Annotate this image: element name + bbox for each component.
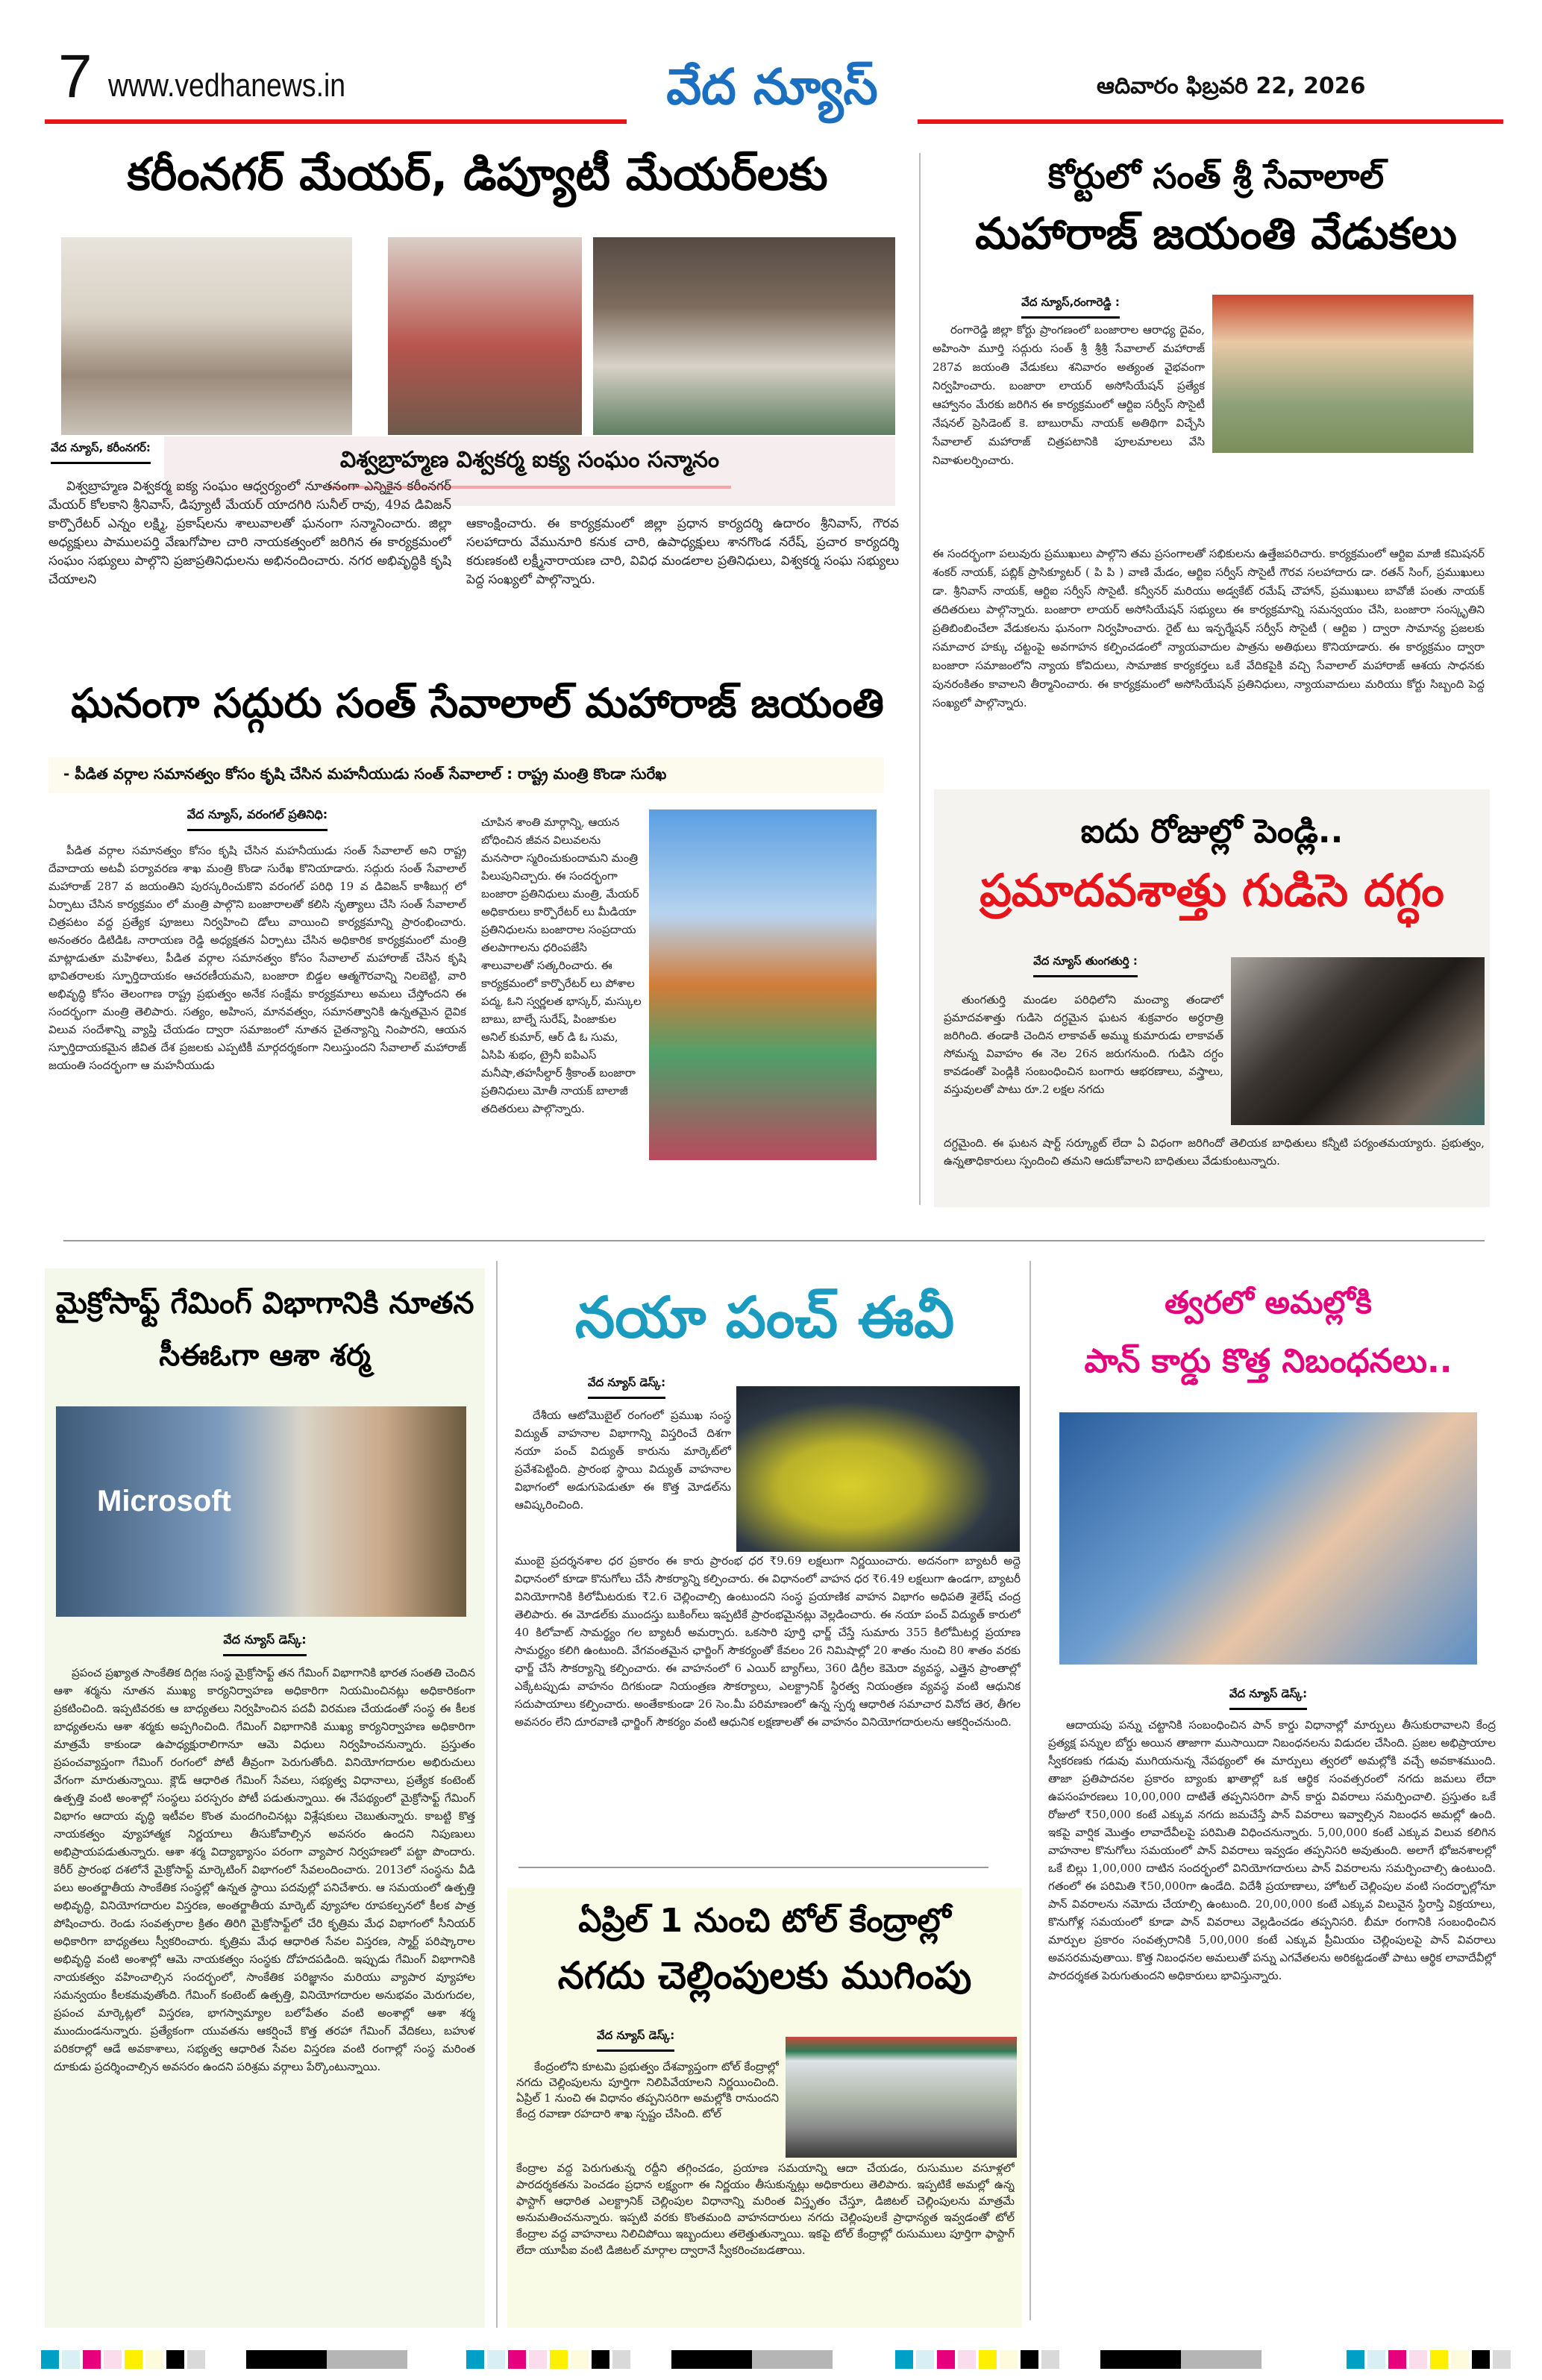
ev-dateline-wrap xyxy=(515,1375,739,1399)
registration-swatch xyxy=(1430,2350,1448,2369)
registration-swatch xyxy=(958,2350,976,2369)
registration-swatch xyxy=(1451,2350,1469,2369)
registration-swatch xyxy=(1367,2350,1385,2369)
court-body-top: రంగారెడ్డి జిల్లా కోర్టు ప్రాంగణంలో బంజారాల ఆరాధ్య దైవం, అహింసా మూర్తి సద్గురు సంత్ శ్రీ శ్రీశ్రీ సేవాలాల్ మహారాజ్ 287వ జయంతి వేడుకలు శనివారం అత్యంత వైభవంగా నిర్వహించారు. బంజారా లాయర్ అసోసియేషన్ ప్రత్యేక ఆహ్వానం మేరకు జరిగిన ఈ కార్యక్రమంలో ఆర్టిఐ సర్వీస్ సొసైటీ నేషనల్ ప్రెసిడెంట్ కె. బాబురామ్ నాయక్ అతిథిగా విచ్చేసి సేవాలాల్ మహారాజ్ చిత్రపటానికి పూలమాలలు వేసి నివాళులర్పించారు. xyxy=(933,323,1205,467)
registration-swatch xyxy=(508,2350,526,2369)
registration-swatch xyxy=(916,2350,934,2369)
column-divider xyxy=(919,153,921,1205)
sevalal-photo xyxy=(649,809,877,1160)
sevalal-body-col1: పీడిత వర్గాల సమానత్వం కోసం కృషి చేసిన మహనీయుడు సంత్ సేవాలాల్ అని రాష్ట్ర దేవాదాయ అటవీ పర్యావరణ శాఖ మంత్రి కొండా సురేఖ కొనియాడారు. సద్గురు సంత్ సేవాలాల్ మహారాజ్ 287 వ జయంతిని పురస్కరించుకొని వరంగల్ పరిధి 19 వ డివిజన్ కాశీబుగ్గ లో ఏర్పాటు చేసిన కార్యక్రమం లో మంత్రి పాల్గొని బంజారాలతో కలిసి నృత్యాలు చేసి సంత్ సేవాలాల్ చిత్రపటం వద్ద ప్రత్యేక పూజలు నిర్వహించి డోలు వాయించి కార్యక్రమాన్ని ప్రారంభించారు. అనంతరం డిటిడిఓ నారాయణ రెడ్డి అధ్యక్షతన ఏర్పాటు చేసిన అధికారిక కార్యక్రమంలో మంత్రి మాట్లాడుతూ మహిళలు, పీడిత వర్గాల సమానత్వం కోసం సేవాలాల్ మహారాజ్ చేసిన కృషి భావితరాలకు స్ఫూర్తిదాయకం ఆచరణీయమని, బంజారా బిడ్డల ఆత్మగౌరవాన్ని నిలబెట్టి, వారి అభివృద్ధి కోసం తెలంగాణ రాష్ట్ర ప్రభుత్వం అనేక సంక్షేమ కార్యక్రమాలు అమలు చేస్తోందని ఈ సందర్భంగా మంత్రి తెలిపారు. సత్యం, అహింస, మానవత్వం, సమానత్వానికి ఉన్నతమైన దైవిక విలువ సందేశాన్ని వ్యాప్తి చేయడం ద్వారా సమాజంలో నూతన చైతన్యాన్ని నింపారని, ఆయన స్ఫూర్తిదాయకమైన జీవిత దేశ ప్రజలకు ఎప్పటికీ మార్గదర్శకంగా నిలుస్తుందని సేవాలాల్ మహారాజ్ జయంతి సందర్భంగా ఆ మహనీయుడు xyxy=(48,844,466,1072)
registration-swatch xyxy=(466,2350,484,2369)
fire-headline-line2: ప్రమాదవశాత్తు గుడిసె దగ్ధం xyxy=(980,865,1444,917)
section-divider xyxy=(63,1240,1485,1241)
microsoft-photo xyxy=(56,1406,466,1617)
court-headline-line1: కోర్టులో సంత్ శ్రీ సేవాలాల్ xyxy=(1047,156,1385,196)
column-divider xyxy=(496,1261,498,2328)
issue-date: ఆదివారం ఫిబ్రవరి 22, 2026 xyxy=(1097,73,1366,99)
toll-dateline-wrap xyxy=(597,2028,746,2052)
registration-swatch xyxy=(166,2350,184,2369)
pan-body: ఆదాయపు పన్ను చట్టానికి సంబంధించిన పాన్ కార్డు విధానాల్లో మార్పులు తీసుకురావాలని కేంద్ర ప్రత్యక్ష పన్నుల బోర్డు అయిన తాజాగా ముసాయిదా నిబంధనలను విడుదల చేసింది. ప్రజల అభిప్రాయాల స్వీకరణకు గడువు ముగియనున్న నేపథ్యంలో ఈ మార్పులు త్వరలో అమల్లోకి వచ్చే అవకాశముంది. తాజా ప్రతిపాదనల ప్రకారం బ్యాంకు ఖాతాల్లో ఒక ఆర్థిక సంవత్సరంలో నగదు జమలు లేదా ఉపసంహరణలు 10,00,000 దాటితే తప్పనిసరిగా పాన్ కార్డు వివరాలు సమర్పించాలి. ప్రస్తుతం ఒకే రోజులో ₹50,000 కంటే ఎక్కువ నగదు జమచేస్తే పాన్ వివరాలు ఇవ్వాల్సిన నిబంధన అమల్లో ఉంది. ఇకపై వార్షిక మొత్తం లావాదేవీలపై పరిమితి విధించనున్నారు. 5,00,000 కంటే ఎక్కువ విలువ కలిగిన వాహనాల కొనుగోలు సమయంలో పాన్ వివరాలు ఇవ్వడం తప్పనిసరి అవుతుంది. అలాగే భోజనశాలల్లో ఒకే బిల్లు 1,00,000 దాటిన సందర్భంలో వినియోగదారులు పాన్ వివరాలను సమర్పించాల్సి ఉంటుంది. గతంలో ఈ పరిమితి ₹50,000గా ఉండేది. విదేశీ ప్రయాణాలు, హోటల్ చెల్లింపుల వంటి సందర్భాల్లోనూ పాన్ వివరాలను నమోదు చేయాల్సి ఉంటుంది. 20,00,000 కంటే ఎక్కువ విలువైన స్థిరాస్తి విక్రయాలు, కొనుగోళ్ల సమయంలో కూడా పాన్ వివరాలు వెల్లడించడం తప్పనిసరి. బీమా రంగానికి సంబంధించిన మార్పుల ప్రకారం సంవత్సరానికి 5,00,000 కంటే ఎక్కువ ప్రీమియం చెల్లింపులపై పాన్ వివరాలు అవసరమవుతాయి. కొత్త నిబంధనల అమలుతో పన్ను ఎగవేతలను అరికట్టడంతో పాటు ఆర్థిక లావాదేవీల్లో పారదర్శకత పెరుగుతుందని అధికారులు భావిస్తున్నారు. xyxy=(1048,1718,1496,1982)
karimnagar-headline: కరీంనగర్ మేయర్, డిప్యూటీ మేయర్‌లకు xyxy=(127,148,828,201)
registration-swatch xyxy=(187,2350,205,2369)
ev-car-photo xyxy=(736,1386,1020,1552)
registration-swatch xyxy=(937,2350,955,2369)
registration-block xyxy=(327,2350,407,2369)
registration-swatch xyxy=(83,2350,101,2369)
registration-block xyxy=(752,2350,833,2369)
registration-block xyxy=(1100,2350,1181,2369)
fire-photo xyxy=(1231,957,1485,1125)
microsoft-dateline-wrap xyxy=(45,1632,485,1656)
toll-headline-line2: నగదు చెల్లింపులకు ముగింపు xyxy=(557,1954,972,1997)
karimnagar-subhead: విశ్వబ్రాహ్మణ విశ్వకర్మ ఐక్య సంఘం సన్మానం xyxy=(339,447,720,473)
page-number: 7 xyxy=(58,43,93,110)
karimnagar-photo-2 xyxy=(388,237,582,435)
registration-block xyxy=(1181,2350,1262,2369)
sevalal-headline: ఘనంగా సద్గురు సంత్ సేవాలాల్ మహారాజ్ జయంతి xyxy=(71,680,884,727)
registration-swatch xyxy=(550,2350,568,2369)
karimnagar-dateline: వేద న్యూస్, కరీంనగర్: xyxy=(51,441,151,464)
registration-block xyxy=(671,2350,752,2369)
registration-swatch xyxy=(1472,2350,1490,2369)
registration-swatch xyxy=(1000,2350,1018,2369)
registration-swatch xyxy=(104,2350,122,2369)
karimnagar-body-col1: విశ్వబ్రాహ్మణ విశ్వకర్మ ఐక్య సంఘం ఆధ్వర్యంలో నూతనంగా ఎన్నికైన కరీంనగర్ మేయర్ కోలకాని శ్రీనివాస్, డిప్యూటీ మేయర్ యాదగిరి సునీల్ రావు, 49వ డివిజన్ కార్పొరేటర్ ఎన్నం లక్ష్మి, ప్రకాష్‌లను శాలువాలతో ఘనంగా సన్మానించారు. జిల్లా అధ్యక్షులు పాములపర్తి వేణుగోపాల చారి నాయకత్వంలో జరిగిన ఈ కార్యక్రమంలో సంఘం సభ్యులు పాల్గొని ప్రజాప్రతినిధులను అభినందించారు. నగర అభివృద్ధికి కృషి చేయాలని xyxy=(48,479,451,587)
microsoft-dateline: వేద న్యూస్ డెస్క్: xyxy=(223,1632,306,1656)
fire-body-side: తుంగతుర్తి మండల పరిధిలోని మంచ్యా తండాలో ప్రమాదవశాత్తు గుడిసె దగ్ధమైన ఘటన శుక్రవారం అర్ధరాత్రి జరిగింది. తండాకి చెందిన లాకావత్ అమ్ము కుమారుడు లాకావత్ సోమన్న వివాహం ఈ నెల 26న జరుగనుంది. గుడిసె దగ్ధం కావడంతో పెండ్లికి సంబంధించిన బంగారు ఆభరణాలు, వస్త్రాలు, వస్తువులతో పాటు రూ.2 లక్షల నగదు xyxy=(944,993,1223,1096)
registration-swatch xyxy=(145,2350,163,2369)
karimnagar-photo-1 xyxy=(61,237,352,435)
court-dateline: వేద న్యూస్,రంగారెడ్డి : xyxy=(1021,295,1120,319)
registration-block xyxy=(246,2350,327,2369)
court-body-bottom: ఈ సందర్భంగా పలువురు ప్రముఖులు పాల్గొని తమ ప్రసంగాలతో సభికులను ఉత్తేజపరిచారు. కార్యక్రమంలో ఆర్టిఐ మాజీ కమిషనర్ శంకర్ నాయక్, పబ్లిక్ ప్రాసిక్యూటర్ ( పి పి ) వాణి మేడం, ఆర్టిఐ సర్వీస్ సొసైటీ గౌరవ సలహాదారు డా. రతన్ సింగ్, ప్రముఖులు డా. శ్రీనివాస్ నాయక్, ఆర్టిఐ సర్వీస్ సొసైటీ. కన్వీనర్ మరియు అడ్వకేట్ రమేష్ చౌహాన్, ప్రముఖులు బావోజీ పంతు నాయక్ తదితరులు పాల్గొన్నారు. బంజారా లాయర్ అసోసియేషన్ సభ్యులు ఈ కార్యక్రమాన్ని సమన్వయం చేసి, బంజారా సంస్కృతిని ప్రతిబింబించేలా వేడుకలను ఘనంగా నిర్వహించారు. రైట్ టు ఇన్ఫర్మేషన్ సర్వీస్ సొసైటీ ( ఆర్టిఐ ) ద్వారా సామాన్య ప్రజలకు సమాచార హక్కు చట్టంపై అవగాహన కల్పించడంలో న్యాయవాదుల పాత్రను అతిథులు కొనియాడారు. ఈ కార్యక్రమం ద్వారా బంజారా సమాజంలోని న్యాయ కోవిదులు, సామాజిక కార్యకర్తలు ఒకే వేదికపైకి వచ్చి సేవాలాల్ మహారాజ్ ఆశయ సాధనకు పునరంకితం కావాలని తీర్మానించారు. ఈ కార్యక్రమంలో అసోసియేషన్ ప్రతినిధులు, న్యాయవాదులు మరియు కోర్టు సిబ్బంది పెద్ద సంఖ్యలో పాల్గొన్నారు. xyxy=(933,547,1485,710)
toll-plaza-photo xyxy=(786,2037,1017,2158)
court-dateline-wrap xyxy=(933,295,1209,319)
masthead-logo: వేద న్యూస్ xyxy=(627,58,918,128)
registration-swatch xyxy=(612,2350,630,2369)
karimnagar-photo-3 xyxy=(593,237,895,435)
registration-swatch xyxy=(41,2350,59,2369)
registration-swatch xyxy=(895,2350,913,2369)
karimnagar-body-col2: ఆకాంక్షించారు. ఈ కార్యక్రమంలో జిల్లా ప్రధాన కార్యదర్శి ఉదారం శ్రీనివాస్, గౌరవ సలహాదారు వేమునూరి కనుక చారి, ఉపాధ్యక్షులు శానగొండ నరేష్, ప్రచార కార్యదర్శి కరుణకంటి లక్ష్మీనారాయణ చారి, వివిధ మండలాల ప్రతినిధులు, విశ్వకర్మ సంఘ సభ్యులు పెద్ద సంఖ్యలో పాల్గొన్నారు. xyxy=(466,516,899,587)
microsoft-body: ప్రపంచ ప్రఖ్యాత సాంకేతిక దిగ్గజ సంస్థ మైక్రోసాఫ్ట్ తన గేమింగ్ విభాగానికి భారత సంతతి చెందిన ఆశా శర్మను నూతన ముఖ్య కార్యనిర్వాహణ అధికారిగా నియమించినట్లు అధికారికంగా ప్రకటించింది. ఇప్పటివరకు ఆ బాధ్యతలు నిర్వహించిన పదవీ విరమణ చేయడంతో సంస్థ ఈ కీలక బాధ్యతలను ఆశా శర్మకు అప్పగించింది. గేమింగ్ విభాగానికి ముఖ్య కార్యనిర్వాహణ అధికారిగా మాత్రమే కాకుండా ఉపాధ్యక్షురాలిగానూ ఆమె విధులు నిర్వహించనున్నారు. ప్రస్తుతం ప్రపంచవ్యాప్తంగా గేమింగ్ రంగంలో పోటీ తీవ్రంగా పెరుగుతోంది. వినియోగదారుల అభిరుచులు వేగంగా మారుతున్నాయి. క్లౌడ్ ఆధారిత గేమింగ్ సేవలు, సభ్యత్వ విధానాలు, ప్రత్యేక కంటెంట్ ఉత్పత్తి వంటి అంశాల్లో సంస్థలు పరస్పరం పోటీ పడుతున్నాయి. ఈ నేపథ్యంలో మైక్రోసాఫ్ట్ గేమింగ్ విభాగం ఆదాయ వృద్ధి ఇటీవల కొంత మందగించినట్లు విశ్లేషకులు చెబుతున్నారు. కాబట్టి కొత్త నాయకత్వం వ్యూహాత్మక నిర్ణయాలు తీసుకోవాల్సిన అవసరం ఉందని నిపుణులు అభిప్రాయపడుతున్నారు. ఆశా శర్మ విద్యాభ్యాసం పరంగా వ్యాపార నిర్వహణలో పట్టా పొందారు. కెరీర్ ప్రారంభ దశలోనే మైక్రోసాఫ్ట్ మార్కెటింగ్ విభాగంలో సేవలందించారు. 2013లో సంస్థను వీడి పలు అంతర్జాతీయ సాంకేతిక సంస్థల్లో ఉన్నత స్థాయి పదవుల్లో పనిచేశారు. ఆ సమయంలో ఉత్పత్తి అభివృద్ధి, వినియోగదారుల విస్తరణ, అంతర్జాతీయ మార్కెట్ వ్యూహాల రూపకల్పనలో కీలక పాత్ర పోషించారు. రెండు సంవత్సరాల క్రితం తిరిగి మైక్రోసాఫ్ట్‌లో చేరి కృత్రిమ మేధ విభాగంలో సీనియర్ అధికారిగా బాధ్యతలు స్వీకరించారు. కృత్రిమ మేధ ఆధారిత సేవల విస్తరణ, స్మార్ట్ పరిష్కారాల అభివృద్ధి వంటి అంశాల్లో ఆమె నాయకత్వం సంస్థకు దోహదపడింది. ఇప్పుడు గేమింగ్ విభాగానికి నాయకత్వం వహించాల్సిన సందర్భంలో, సాంకేతిక పరిజ్ఞానం మరియు వ్యాపార వ్యూహాల సమన్వయం కీలకమవుతోంది. గేమింగ్ కంటెంట్ ఉత్పత్తి, వినియోగదారుల అనుభవం మెరుగుదల, ప్రపంచ మార్కెట్లలో విస్తరణ, భాగస్వామ్యాల బలోపేతం వంటి అంశాల్లో ఆశా శర్మ ముందుండనున్నారు. ప్రత్యేకంగా యువతను ఆకర్షించే కొత్త తరహా గేమింగ్ వేదికలు, బహుళ పరికరాల్లో ఆడే అవకాశాలు, సభ్యత్వ ఆధారిత సేవల విస్తరణ వంటి రంగాల్లో సంస్థ మరింత దూకుడు ప్రదర్శించాల్సిన అవసరం ఉందని పరిశ్రమ వర్గాలు పేర్కొంటున్నాయి. xyxy=(54,1666,475,2073)
court-photo xyxy=(1212,295,1473,453)
ev-divider xyxy=(518,1867,988,1868)
toll-body-side: కేంద్రంలోని కూటమి ప్రభుత్వం దేశవ్యాప్తంగా టోల్ కేంద్రాల్లో నగదు చెల్లింపులను పూర్తిగా నిలిపివేయాలని నిర్ణయించింది. ఏప్రిల్ 1 నుంచి ఈ విధానం తప్పనిసరిగా అమల్లోకి రానుందని కేంద్ర రవాణా రహదారి శాఖ స్పష్టం చేసింది. టోల్ xyxy=(516,2060,779,2120)
sevalal-subtitle: - పీడిత వర్గాల సమానత్వం కోసం కృషి చేసిన మహనీయుడు సంత్ సేవాలాల్ : రాష్ట్ర మంత్రి కొండా సురేఖ xyxy=(63,765,667,783)
sevalal-dateline: వేద న్యూస్, వరంగల్ ప్రతినిధి: xyxy=(187,807,327,831)
ev-body-full: ముంబై ప్రదర్శనశాల ధర ప్రకారం ఈ కారు ప్రారంభ ధర ₹9.69 లక్షలుగా నిర్ణయించారు. అదనంగా బ్యాటరీ అద్దె విధానంలో కూడా కొనుగోలు చేసే సౌకర్యాన్ని కల్పించారు. ఈ విధానంలో వాహన ధర ₹6.49 లక్షలుగా ఉండగా, బ్యాటరీ వినియోగానికి కిలోమీటరుకు ₹2.6 చెల్లించాల్సి ఉంటుందని సంస్థ ప్రయాణిక వాహన విభాగం అధిపతి శైలేష్ చంద్ర తెలిపారు. ఈ మోడల్‌కు ముందస్తు బుకింగ్‌లు ఇప్పటికే ప్రారంభమైనట్లు వెల్లడించారు. ఈ నయా పంచ్ విద్యుత్ కారులో 40 కిలోవాట్ సామర్థ్యం గల బ్యాటరీ అమర్చారు. ఒకసారి పూర్తి ఛార్జ్ చేస్తే సుమారు 355 కిలోమీటర్ల ప్రయాణ సామర్థ్యం కలిగి ఉంటుంది. వేగవంతమైన ఛార్జింగ్ సౌకర్యంతో కేవలం 26 నిమిషాల్లో 20 శాతం నుంచి 80 శాతం వరకు ఛార్జ్ చేసే సౌకర్యాన్ని కల్పించారు. ఈ వాహనంలో 6 ఎయిర్ బ్యాగ్‌లు, 360 డిగ్రీల కెమెరా వ్యవస్థ, ఎత్తైన ప్రాంతాల్లో ఎక్కేటప్పుడు వాహనం దిగకుండా నియంత్రణ సౌకర్యాలు, ఎలక్ట్రానిక్ స్థిరత్వ నియంత్రణ వ్యవస్థ వంటి ఆధునిక సదుపాయాలు కల్పించారు. అంతేకాకుండా 26 సెం.మీ పరిమాణంలో ఉన్న స్పర్శ ఆధారిత సమాచార వినోద తెర, తీగల అవసరం లేని దూరవాణి ఛార్జింగ్ సౌకర్యం వంటి ఆధునిక లక్షణాలతో ఈ వాహనం వినియోగదారులను ఆకర్షించనుంది. xyxy=(515,1554,1021,1729)
ev-dateline: వేద న్యూస్ డెస్క్: xyxy=(588,1376,665,1399)
ev-body-side: దేశీయ ఆటోమొబైల్ రంగంలో ప్రముఖ సంస్థ విద్యుత్ వాహనాల విభాగాన్ని విస్తరించే దిశగా నయా పంచ్ విద్యుత్ కారును మార్కెట్‌లో ప్రవేశపెట్టింది. ప్రారంభ స్థాయి విద్యుత్ వాహనాల విభాగంలో అడుగుపెడుతూ ఈ కొత్త మోడల్‌ను ఆవిష్కరించింది. xyxy=(515,1409,731,1512)
registration-swatch xyxy=(1021,2350,1038,2369)
website-url: www.vedhanews.in xyxy=(108,67,346,104)
fire-dateline: వేద న్యూస్ తుంగతుర్తి : xyxy=(1033,954,1138,977)
registration-swatch xyxy=(1347,2350,1364,2369)
karimnagar-dateline-wrap xyxy=(45,440,157,464)
registration-swatch xyxy=(125,2350,142,2369)
pan-headline-line2: పాన్ కార్డు కొత్త నిబంధనలు.. xyxy=(1084,1342,1452,1380)
court-headline-line2: మహారాజ్ జయంతి వేడుకలు xyxy=(975,208,1457,259)
registration-swatch xyxy=(1041,2350,1059,2369)
fire-body-full: దగ్ధమైంది. ఈ ఘటన షార్ట్ సర్క్యూట్ లేదా ఏ విధంగా జరిగిందో తెలియక బాధితులు కన్నీటి పర్యంతమయ్యారు. ప్రభుత్వం, ఉన్నతాధికారులు స్పందించి తమని ఆదుకోవాలని బాధితులు వేడుకుంటున్నారు. xyxy=(944,1136,1485,1168)
pan-dateline: వేద న్యూస్ డెస్క్: xyxy=(1229,1687,1307,1710)
pan-card-photo xyxy=(1059,1412,1477,1665)
registration-swatch xyxy=(1409,2350,1427,2369)
ev-headline: నయా పంచ్ ఈవీ xyxy=(574,1284,955,1350)
registration-swatch xyxy=(487,2350,505,2369)
fire-headline-line1: ఐదు రోజుల్లో పెండ్లి.. xyxy=(1080,812,1344,851)
sevalal-dateline-wrap xyxy=(48,807,466,831)
toll-body-full: కేంద్రాల వద్ద పెరుగుతున్న రద్దీని తగ్గించడం, ప్రయాణ సమయాన్ని ఆదా చేయడం, రుసుముల వసూళ్లలో పారదర్శకతను పెంచడం ప్రధాన లక్ష్యంగా ఈ నిర్ణయం తీసుకున్నట్లు అధికారులు తెలిపారు. ఇప్పటికే అమల్లో ఉన్న ఫాస్టాగ్ ఆధారిత ఎలక్ట్రానిక్ చెల్లింపుల విధానాన్ని మరింత విస్తృతం చేస్తూ, డిజిటల్ చెల్లింపులను మాత్రమే అనుమతించనున్నారు. ఇప్పటి వరకు కొంతమంది వాహనదారులు నగదు చెల్లింపులకే ప్రాధాన్యత ఇవ్వడంతో టోల్ కేంద్రాల వద్ద వాహనాలు నిలిచిపోయి ఇబ్బందులు తలెత్తుతున్నాయి. ఇకపై టోల్ కేంద్రాల్లో రుసుములు పూర్తిగా ఫాస్టాగ్ లేదా యూపీఐ వంటి డిజిటల్ మార్గాల ద్వారానే స్వీకరించబడతాయి. xyxy=(516,2161,1015,2257)
registration-swatch xyxy=(529,2350,547,2369)
registration-swatch xyxy=(1388,2350,1406,2369)
fire-dateline-wrap xyxy=(944,953,1227,977)
registration-swatch xyxy=(592,2350,609,2369)
pan-dateline-wrap xyxy=(1041,1686,1496,1710)
pan-headline-line1: త్వరలో అమల్లోకి xyxy=(1165,1284,1372,1321)
registration-swatch xyxy=(62,2350,80,2369)
sevalal-body-col2: చూపిన శాంతి మార్గాన్ని, ఆయన బోధించిన జీవన విలువలను మనసారా స్మరించుకుందామని మంత్రి పిలుపునిచ్చారు. ఈ సందర్భంగా బంజారా ప్రతినిధులు మంత్రి, మేయర్ అధికారులు కార్పొరేటర్ లు మీడియా ప్రతినిధులను బంజారాల సంప్రదాయ తలపాగాలను ధరింపజేసి శాలువాలతో సత్కరించారు. ఈ కార్యక్రమంలో కార్పొరేటర్ లు పోశాల పద్మ, ఓని స్వర్ణలత భాస్కర్, మస్కుల బాబు, బాల్నే సురేష్, పింజాకుల అనిల్ కుమార్, ఆర్ డి ఓ సుమ, ఏసిపి శుభం, ట్రైనీ ఐపిఎస్ మనీషా,తహసీల్దార్ శ్రీకాంత్ బంజారా ప్రతినిధులు మోతీ నాయక్ బాలాజీ తదితరులు పాల్గొన్నారు. xyxy=(481,815,642,1115)
toll-dateline: వేద న్యూస్ డెస్క్: xyxy=(597,2029,674,2052)
microsoft-headline: మైక్రోసాఫ్ట్ గేమింగ్ విభాగానికి నూతన సీఈఓగా ఆశా శర్మ xyxy=(55,1286,474,1373)
microsoft-logo-text: Microsoft xyxy=(97,1485,231,1518)
column-divider xyxy=(1029,1261,1031,2320)
registration-swatch xyxy=(1493,2350,1511,2369)
toll-headline-line1: ఏప్రిల్ 1 నుంచి టోల్ కేంద్రాల్లో xyxy=(578,1902,951,1940)
registration-swatch xyxy=(571,2350,589,2369)
registration-swatch xyxy=(979,2350,997,2369)
sevalal-subtitle-band xyxy=(48,757,884,793)
